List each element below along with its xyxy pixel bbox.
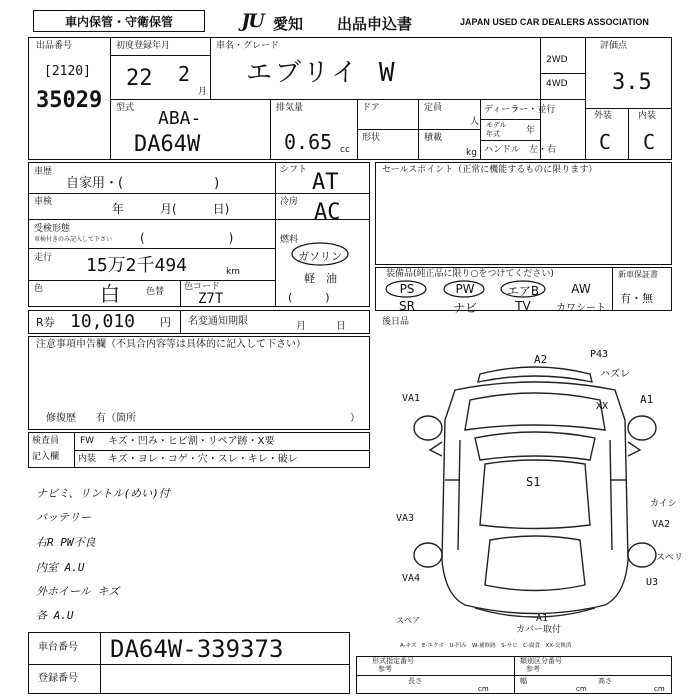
repair-label: 修復歴 有（箇所 — [46, 413, 136, 424]
inspector-label-2: 記入欄 — [32, 452, 60, 462]
mark-left-front: VA1 — [402, 393, 421, 404]
note-1: ナビミ、リントル(めい)付 — [36, 487, 170, 500]
equip-airbag: エアB — [506, 284, 540, 298]
equipment-label: 装備品(純正品に限り○をつけてください) — [386, 269, 554, 279]
lot-label: 出品番号 — [36, 41, 73, 51]
interior-grade: C — [643, 130, 656, 154]
mark-xx: XX — [596, 401, 609, 412]
registration-year: 22 — [126, 66, 153, 91]
mark-top-right-1: P43 — [590, 349, 609, 360]
mark-right-front: A1 — [640, 393, 654, 406]
exterior-label: 外装 — [594, 111, 613, 121]
mark-center: S1 — [526, 475, 541, 489]
handle-label: ハンドル 左・右 — [484, 145, 557, 155]
mark-right-middle-2: VA2 — [652, 519, 671, 530]
note-5: 外ホイール キズ — [36, 585, 120, 598]
mark-left-middle: VA3 — [396, 513, 415, 524]
mileage-value: 15万2千494 — [86, 255, 188, 276]
inspector-label-1: 検査員 — [32, 436, 60, 446]
dims-label-1: 形式指定番号 — [372, 657, 414, 665]
dealer-label: ディーラー・並行 — [484, 105, 556, 115]
ju-logo-mark: JU — [241, 10, 263, 32]
equip-seat: カワシート — [556, 303, 606, 314]
mark-right-middle-1: カイシ — [650, 499, 677, 509]
mark-right-rear-2: U3 — [646, 577, 659, 588]
lot-code: [2120] — [44, 64, 91, 79]
equip-pw: PW — [455, 282, 475, 296]
storage-note: 車内保管・守衛保管 — [64, 14, 173, 29]
year-unit: 年 — [526, 126, 536, 136]
interior-label: 内装 — [638, 111, 657, 121]
model-name-value: エブリイ W — [246, 58, 398, 88]
model-year-label-2: 年式 — [486, 130, 500, 138]
fuel-gasoline: ガソリン — [298, 250, 342, 263]
dims-ref-2: 参考 — [526, 665, 540, 673]
type-code: DA64W — [134, 132, 201, 157]
usage-value: 自家用・( ) — [66, 176, 220, 191]
damage-legend: A-キズ E-エクボ U-凹み W-補修跡 S-サビ C-腐食 XX-交換済 — [400, 643, 572, 649]
registration-label: 初度登録年月 — [116, 41, 171, 51]
transfer-label: 名変通知期限 — [188, 316, 248, 327]
note-3: 右R PW不良 — [36, 536, 96, 549]
lot-number: 35029 — [36, 88, 103, 113]
dims-label-2: 類別区分番号 — [520, 657, 562, 665]
chassis-value: DA64W-339373 — [110, 635, 284, 663]
registry-label: 登録番号 — [38, 673, 78, 684]
type-prefix: ABA- — [158, 108, 202, 129]
mark-top-right-2: ハズレ — [600, 369, 630, 380]
capacity-unit: 人 — [470, 117, 480, 127]
spare-label: スペア — [396, 616, 420, 625]
interior-check-label: 内装 — [78, 454, 97, 464]
equip-navi: ナビ — [452, 301, 477, 315]
car-diagram — [400, 360, 670, 630]
mileage-label: 走行 — [34, 253, 53, 263]
inspection-label: 車検 — [34, 197, 53, 207]
model-year-label-1: モデル — [486, 121, 507, 129]
note-6: 各 A.U — [36, 609, 74, 622]
transfer-value: 月 日 — [296, 321, 346, 332]
later-items-label: 後日品 — [382, 317, 410, 327]
load-label: 積載 — [424, 133, 443, 143]
sales-point-box — [375, 162, 672, 265]
cooling-value: AC — [314, 200, 341, 225]
gasoline-circle — [290, 241, 350, 267]
fuel-diesel: 軽 油 — [304, 272, 337, 285]
dims-ref-1: 参考 — [378, 665, 392, 673]
storage-note-box — [33, 10, 205, 32]
dims-width: 幅 — [520, 677, 527, 685]
chassis-label: 車台番号 — [38, 642, 78, 653]
equip-tv: TV — [515, 299, 531, 313]
mark-bottom-1: A1 — [536, 613, 549, 624]
color-code: Z7T — [198, 291, 224, 307]
capacity-label: 定員 — [424, 103, 443, 113]
warranty-value: 有・無 — [620, 292, 653, 305]
recycle-unit: 円 — [160, 316, 171, 329]
grade-label: 評価点 — [600, 41, 628, 51]
exterior-grade: C — [599, 130, 612, 154]
drive-4wd: 4WD — [546, 79, 568, 89]
registration-month: 2 — [178, 62, 191, 86]
acceptance-label: 受検形態 — [34, 224, 71, 234]
fw-label: FW — [80, 436, 95, 446]
association-name: 愛知 — [273, 15, 304, 33]
displacement-unit: cc — [340, 145, 350, 155]
acceptance-value: ( ) — [140, 231, 234, 245]
mark-top: A2 — [534, 353, 548, 366]
sheet-title: 出品申込書 — [337, 15, 413, 33]
equip-ps: PS — [399, 282, 415, 296]
color-code-label: 色コード — [184, 282, 221, 292]
type-label: 型式 — [116, 103, 135, 113]
dims-width-unit: cm — [576, 685, 587, 693]
dims-height-unit: cm — [654, 685, 665, 693]
repair-close: ） — [350, 413, 360, 424]
note-4: 内室 A.U — [36, 561, 85, 574]
note-2: バッテリー — [36, 511, 91, 524]
displacement-value: 0.65 — [284, 130, 333, 154]
mileage-unit: km — [226, 267, 240, 277]
color-value: 白 — [100, 282, 120, 306]
load-unit: kg — [466, 148, 477, 158]
acceptance-note: 車検付きのみ記入して下さい — [34, 236, 113, 243]
color-tone-label: 色替 — [146, 287, 165, 297]
doors-label: ドア — [362, 103, 380, 113]
model-name-label: 車名・グレード — [216, 41, 280, 51]
grade-score: 3.5 — [612, 70, 652, 95]
recycle-value: 10,010 — [70, 311, 136, 332]
equip-circles — [378, 279, 610, 299]
ju-logo — [232, 10, 272, 32]
fuel-other: ( ) — [288, 291, 330, 304]
inspection-value: 年 月( 日) — [112, 202, 230, 216]
shift-value: AT — [312, 170, 339, 195]
color-label: 色 — [34, 284, 44, 294]
dims-length: 長さ — [408, 677, 422, 685]
shape-label: 形状 — [362, 133, 381, 143]
equip-sr: SR — [399, 299, 415, 313]
registration-unit: 月 — [198, 87, 208, 97]
english-name: JAPAN USED CAR DEALERS ASSOCIATION — [460, 17, 649, 27]
fuel-label: 燃料 — [280, 235, 299, 245]
warranty-label: 新車保証書 — [618, 270, 658, 279]
recycle-label: R券 — [36, 316, 55, 329]
fw-items: キズ・凹み・ヒビ割・リペア跡・X要 — [108, 436, 275, 447]
displacement-label: 排気量 — [276, 103, 304, 113]
cooling-label: 冷房 — [280, 197, 299, 207]
mark-left-rear: VA4 — [402, 573, 421, 584]
dims-height: 高さ — [598, 677, 612, 685]
sales-point-label: セールスポイント（正常に機能するものに限ります） — [382, 165, 598, 175]
usage-label: 車歴 — [34, 167, 53, 177]
remarks-label: 注意事項申告欄（不具合内容等は具体的に記入して下さい） — [36, 339, 306, 350]
mark-bottom-2: カバー取付 — [516, 625, 562, 635]
mark-right-rear-1: スペリ — [656, 553, 684, 563]
equip-aw: AW — [571, 282, 591, 296]
shift-label: シフト — [280, 165, 308, 175]
drive-2wd: 2WD — [546, 55, 568, 65]
interior-check-items: キズ・ヨレ・コゲ・穴・スレ・キレ・破レ — [108, 454, 298, 465]
dims-length-unit: cm — [478, 685, 489, 693]
